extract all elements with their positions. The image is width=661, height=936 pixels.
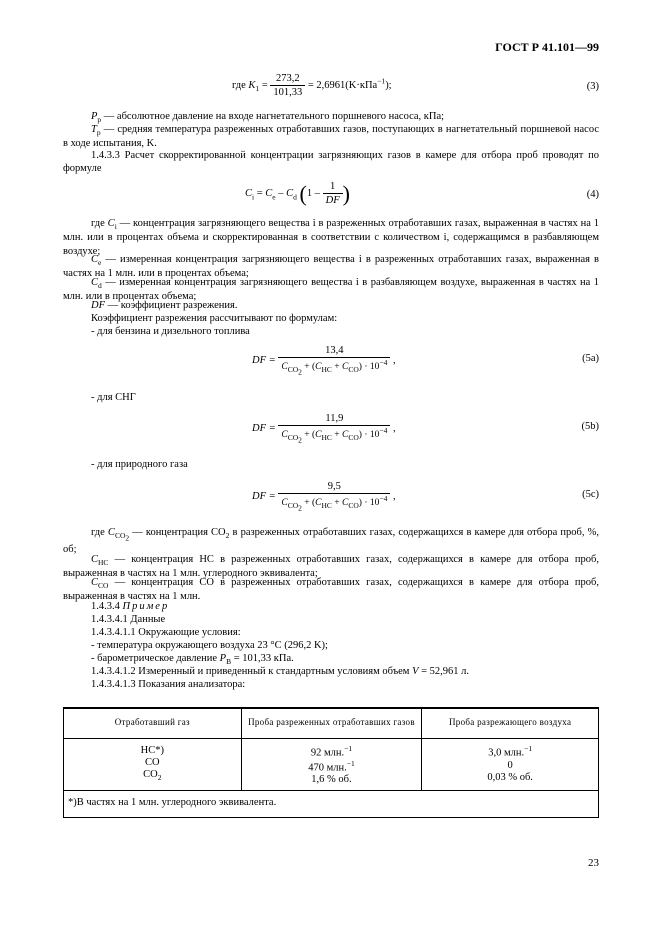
paragraph-1-4-3-4-1: 1.4.3.4.1 Данные [91, 614, 166, 625]
analyzer-readings-table [63, 707, 599, 818]
ambient-temperature: - температура окружающего воздуха 23 °С (296,2 K); [91, 640, 328, 651]
paragraph-1-4-3-3: 1.4.3.3 Расчет скорректированной концентрации загрязняющих газов в камере для отбора проб проводят по формуле [63, 150, 599, 175]
equation-3-number: (3) [586, 81, 599, 92]
header-gas: Отработавший газ [64, 708, 242, 739]
paragraph-1-4-3-4-1-2: 1.4.3.4.1.2 Измеренный и приведенный к стандартным условиям объем V = 52,961 л. [91, 666, 470, 677]
case-lpg: - для СНГ [91, 392, 136, 403]
exhaust-sample-cell: 92 млн.$^{-1}$ 470 млн.$^{-1}$ 1,6 % об. [241, 739, 422, 791]
equation-5b: DF = $\frac{11,9}{C_{CO_2} + (C_{HC} + C_{CO}) \cdot 10^{-4}}$ , [252, 413, 396, 445]
paragraph-1-4-3-4: 1.4.3.4 Пример [91, 601, 170, 612]
gas-cell: HC*) CO $CO_2$ [64, 739, 242, 791]
equation-5a: DF = $\frac{13,4}{C_{CO_2} + (C_{HC} + C_{CO}) \cdot 10^{-4}}$ , [252, 345, 396, 377]
equation-4: $C_i = C_e - C_d$ (1 – $\frac{1}{DF}$ ) [245, 181, 350, 207]
case-natural-gas: - для природного газа [91, 459, 188, 470]
equation-4-number: (4) [586, 189, 599, 200]
calc-intro: Коэффициент разрежения рассчитывают по формулам: [91, 313, 338, 324]
table-header-row [64, 708, 599, 739]
def-pp: $P_p$ — абсолютное давление на входе нагнетательного поршневого насоса, кПа; [91, 111, 445, 125]
def-df: DF — коэффициент разрежения. [91, 300, 238, 311]
def-tp: $T_p$ — средняя температура разреженных отработавших газов, поступающих в нагнетательный поршневой насос в ходе испытания, K. [63, 124, 599, 150]
equation-5b-number: (5b) [581, 421, 599, 432]
air-sample-cell: 3,0 млн.$^{-1}$ 0 0,03 % об. [422, 739, 599, 791]
def-cco: $C_{CO}$ — концентрация CO в разреженных отработавших газах, содержащихся в камере для отбора проб, выраженная в частях на 1 млн. [63, 577, 599, 603]
table-footnote: *)В частях на 1 млн. углеродного эквивалента. [64, 791, 599, 818]
paragraph-1-4-3-4-1-1: 1.4.3.4.1.1 Окружающие условия: [91, 627, 241, 638]
table-top-rule [63, 707, 599, 709]
def-cco2: где $C_{CO_2}$ — концентрация $CO_2$ в разреженных отработавших газах, содержащихся в камере для отбора проб, %, об; [63, 527, 599, 555]
def-chc: $C_{HC}$ — концентрация HC в разреженных отработавших газах, содержащихся в камере для отбора проб, выраженная в частях на 1 млн. углеродного эквивалента; [63, 554, 599, 580]
def-ci: где $C_i$ — концентрация загрязняющего вещества i в разреженных отработавших газах, выраженная в частях на 1 млн. или в процентах объема и скорректированная в соответствии с количеством i, содержащимся в разбавляющем воздухе; [63, 218, 599, 257]
table-note-row [64, 791, 599, 818]
barometric-pressure: - барометрическое давление $P_B = 101,33$ кПа. [91, 653, 294, 667]
case-petrol: - для бензина и дизельного топлива [91, 326, 250, 337]
page-number: 23 [588, 857, 599, 869]
header-exhaust-sample: Проба разреженных отработавших газов [241, 708, 422, 739]
table-row [64, 739, 599, 791]
equation-5c-number: (5c) [582, 489, 599, 500]
equation-5c: DF = $\frac{9,5}{C_{CO_2} + (C_{HC} + C_{CO}) \cdot 10^{-4}}$ , [252, 481, 396, 513]
paragraph-1-4-3-4-1-3: 1.4.3.4.1.3 Показания анализатора: [91, 679, 246, 690]
def-ce: $C_e$ — измеренная концентрация загрязняющего вещества i в разреженных отработавших газах, выраженная в частях на 1 млн. или в процентах объема; [63, 254, 599, 280]
header-air-sample: Проба разрежающего воздуха [422, 708, 599, 739]
equation-3: где $K_1$ = $\frac{273,2}{101,33}$ = 2,6961(K·кПа$^{-1}$); [232, 73, 392, 99]
document-code: ГОСТ Р 41.101—99 [495, 40, 599, 54]
equation-5a-number: (5a) [582, 353, 599, 364]
def-cd: $C_d$ — измеренная концентрация загрязняющего вещества i в разбавляющем воздухе, выраженная в частях на 1 млн. или в процентах объема; [63, 277, 599, 303]
